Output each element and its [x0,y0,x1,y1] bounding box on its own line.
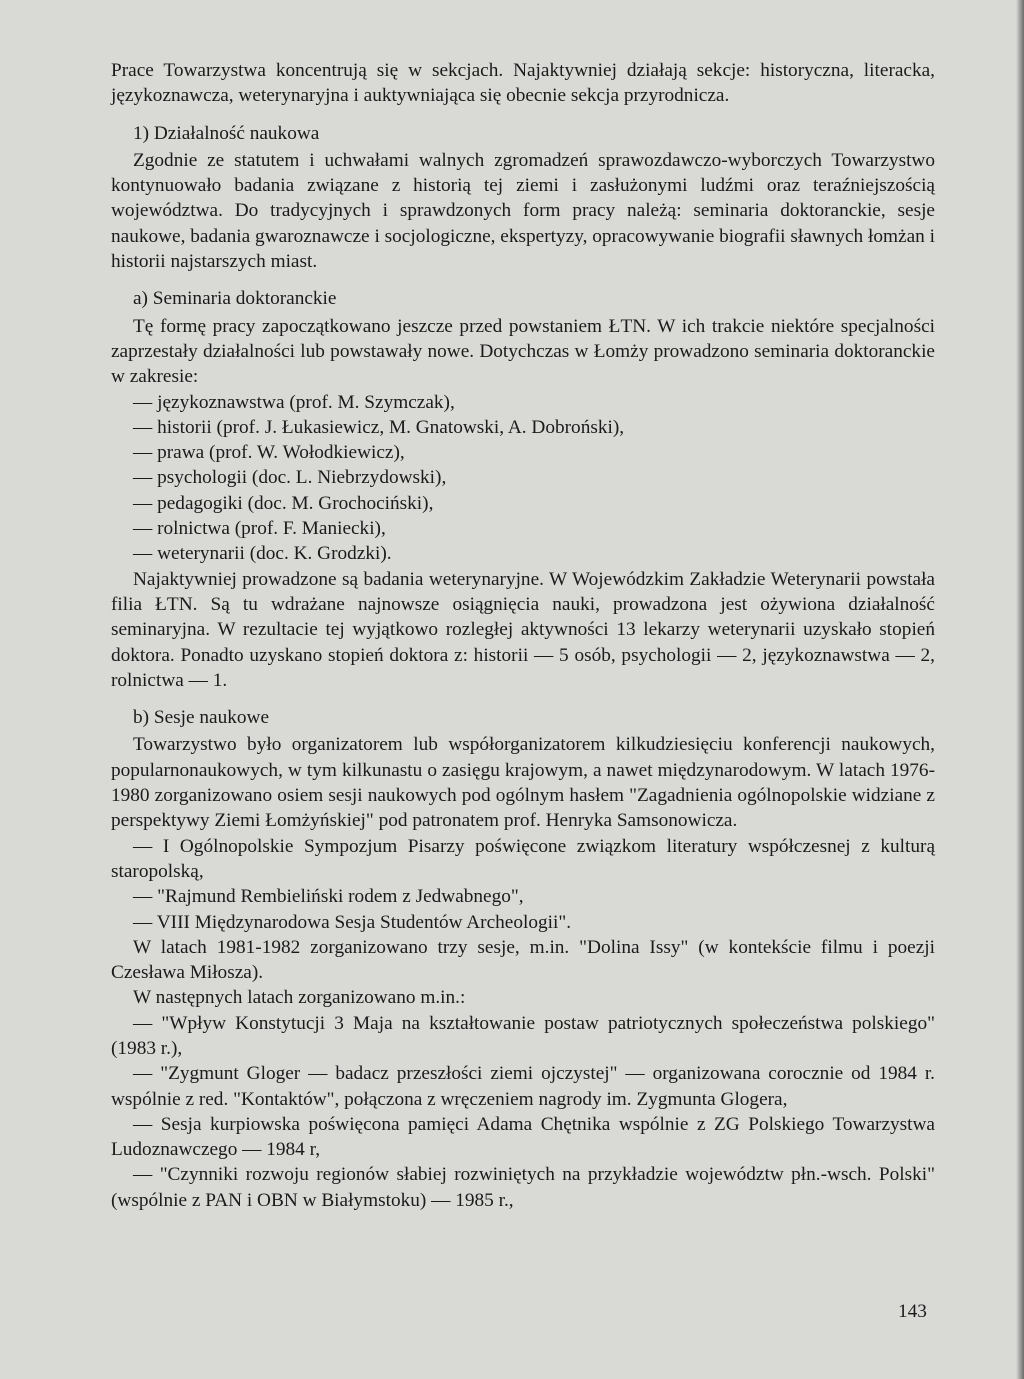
paragraph-following-years: W następnych latach zorganizowano m.in.: [133,987,466,1009]
section-heading-scientific-activity: 1) Działalność naukowa [133,122,320,144]
body-text [111,58,935,1213]
list-item: — "Rajmund Rembieliński rodem z Jedwabnego", [133,886,524,908]
list-item: — Sesja kurpiowska poświęcona pamięci Adama Chętnika wspólnie z ZG Polskiego Towarzystwa Ludoznawczego — 1984 r, [111,1113,935,1161]
list-item: — I Ogólnopolskie Sympozjum Pisarzy poświęcone związkom literatury współczesnej z kulturą staropolską, [111,835,935,882]
paragraph-veterinary: Najaktywniej prowadzone są badania weterynaryjne. W Wojewódzkim Zakładzie Weterynarii powstała filia ŁTN. Są tu wdrażane najnowsze osiągnięcia nauki, prowadzona jest ożywiona działalność seminaryjna. W rezultacie tej wyjątkowo rozległej aktywności 13 lekarzy weterynarii uzyskało stopień doktora. Ponadto uzyskano stopień doktora z: historii — 5 osób, psychologii — 2, językoznawstwa — 2, rolnictwa — 1. [111,568,935,691]
section-heading-doctoral-seminars: a) Seminaria doktoranckie [133,288,337,310]
intro-paragraph: Prace Towarzystwa koncentrują się w sekcjach. Najaktywniej działają sekcje: historyczna, literacka, językoznawcza, weterynaryjna i auktywniająca się obecnie sekcja przyrodnicza. [111,60,935,107]
list-item: — weterynarii (doc. K. Grodzki). [133,543,392,565]
page-number: 143 [898,1301,927,1322]
paragraph-conferences: Towarzystwo było organizatorem lub współorganizatorem kilkudziesięciu konferencji naukowych, popularnonaukowych, w tym kilkunastu o zasięgu krajowym, a nawet międzynarodowym. W latach 1976-1980 zorganizowano osiem sesji naukowych pod ogólnym hasłem "Zagadnienia ogólnopolskie widziane z perspektywy Ziemi Łomżyńskiej" pod patronatem prof. Henryka Samsonowicza. [111,734,935,832]
paragraph-seminars: Tę formę pracy zapoczątkowano jeszcze przed powstaniem ŁTN. W ich trakcie niektóre specjalności zaprzestały działalności lub powstawały nowe. Dotychczas w Łomży prowadzono seminaria doktoranckie w zakresie: [111,315,935,388]
list-item: — psychologii (doc. L. Niebrzydowski), [133,467,447,489]
list-item: — rolnictwa (prof. F. Maniecki), [133,518,386,540]
list-item: — "Czynniki rozwoju regionów słabiej rozwiniętych na przykładzie województw płn.-wsch. Polski" (wspólnie z PAN i OBN w Białymstoku) — 1985 r., [111,1164,935,1211]
list-item: — pedagogiki (doc. M. Grochociński), [133,492,434,514]
paragraph-statute: Zgodnie ze statutem i uchwałami walnych zgromadzeń sprawozdawczo-wyborczych Towarzystwo kontynuowało badania związane z historią tej ziemi i zasłużonymi ludźmi oraz teraźniejszością województwa. Do tradycyjnych i sprawdzonych form pracy należą: seminaria doktoranckie, sesje naukowe, badania gwaroznawcze i socjologiczne, ekspertyzy, opracowywanie biografii sławnych łomżan i historii najstarszych miast. [111,149,935,273]
list-item: — VIII Międzynarodowa Sesja Studentów Archeologii". [133,911,572,933]
list-item: — "Wpływ Konstytucji 3 Maja na kształtowanie postaw patriotycznych społeczeństwa polskiego" (1983 r.), [111,1012,935,1059]
list-item: — "Zygmunt Gloger — badacz przeszłości ziemi ojczystej" — organizowana corocznie od 1984 r. wspólnie z red. "Kontaktów", połączona z wręczeniem nagrody im. Zygmunta Glogera, [111,1063,935,1110]
list-item: — językoznawstwa (prof. M. Szymczak), [133,391,455,413]
scan-edge-shadow [1016,0,1024,1379]
section-heading-scientific-sessions: b) Sesje naukowe [133,707,270,729]
list-item: — historii (prof. J. Łukasiewicz, M. Gnatowski, A. Dobroński), [133,416,625,438]
list-item: — prawa (prof. W. Wołodkiewicz), [133,442,405,464]
paragraph-1981-1982: W latach 1981-1982 zorganizowano trzy sesje, m.in. "Dolina Issy" (w kontekście filmu i poezji Czesława Miłosza). [111,936,935,984]
